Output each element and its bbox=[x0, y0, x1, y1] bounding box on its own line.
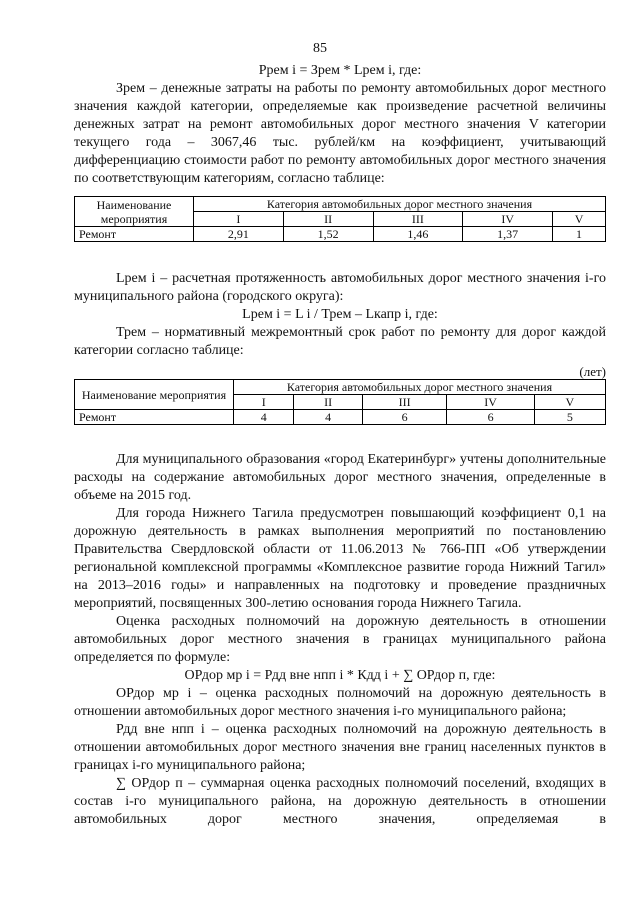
table2-category-1: I bbox=[234, 395, 294, 410]
page-number: 85 bbox=[313, 41, 327, 56]
page-content bbox=[74, 62, 606, 829]
paragraph-assessment: Оценка расходных полномочий на дорожную деятельность в отношении автомобильных дорог местного значения в границах муниципального района определяется по формуле: bbox=[74, 614, 606, 665]
table1-category-3: III bbox=[373, 212, 463, 227]
paragraph-lrem: Lрем i – расчетная протяженность автомобильных дорог местного значения i-го муниципального района (городского округа): bbox=[74, 271, 606, 304]
table2-value-3: 6 bbox=[362, 410, 447, 425]
table1-category-4: IV bbox=[463, 212, 553, 227]
paragraph-zrem: Зрем – денежные затраты на работы по ремонту автомобильных дорог местного значения каждой категории, определяемые как произведение расчетной величины денежных затрат на ремонт автомобильных дорог местного значения V категории текущего года – 3067,46 тыс. рублей/км на коэффициент, учитывающий дифференциацию стоимости работ по ремонту автомобильных дорог местного значения по соответствующим категориям, согласно таблице: bbox=[74, 81, 606, 186]
table1-value-2: 1,52 bbox=[283, 227, 373, 242]
table1-header-activity: Наименование мероприятия bbox=[75, 197, 194, 227]
formula-ordor: ОРдор мр i = Рдд вне нпп i * Кдд i + ∑ ОРдор п, где: bbox=[184, 668, 496, 683]
table2-header-category: Категория автомобильных дорог местного значения bbox=[234, 380, 606, 395]
paragraph-trem: Трем – нормативный межремонтный срок работ по ремонту для дорог каждой категории согласно таблице: bbox=[74, 325, 606, 358]
formula-lrem: Lрем i = L i / Трем – Lкапр i, где: bbox=[242, 307, 438, 322]
table2-category-4: IV bbox=[447, 395, 534, 410]
table1-value-5: 1 bbox=[553, 227, 606, 242]
paragraph-ordor-definition: ОРдор мр i – оценка расходных полномочий на дорожную деятельность в отношении автомобильных дорог местного значения i-го муниципального района; bbox=[74, 686, 606, 719]
paragraph-ekaterinburg: Для муниципального образования «город Екатеринбург» учтены дополнительные расходы на содержание автомобильных дорог местного значения, определенные в объеме на 2015 год. bbox=[74, 452, 606, 503]
table1-header-category: Категория автомобильных дорог местного значения bbox=[194, 197, 606, 212]
table-repair-coefficients bbox=[74, 196, 606, 242]
table1-row-label: Ремонт bbox=[75, 227, 194, 242]
table2-row-label: Ремонт bbox=[75, 410, 234, 425]
paragraph-sum-definition: ∑ ОРдор п – суммарная оценка расходных полномочий поселений, входящих в состав i-го муниципального района, на дорожную деятельность в отношении автомобильных дорог местного значения, определяемая в bbox=[74, 776, 606, 827]
paragraph-nizhny-tagil: Для города Нижнего Тагила предусмотрен повышающий коэффициент 0,1 на дорожную деятельность в рамках выполнения мероприятий по постановлению Правительства Свердловской области от 11.06.2013 № 766-ПП «Об утверждении региональной комплексной программы «Комплексное развитие города Нижний Тагил» на 2013–2016 годы» и направленных на подготовку и проведение праздничных мероприятий, посвященных 300-летию основания города Нижнего Тагила. bbox=[74, 506, 606, 611]
table2-value-4: 6 bbox=[447, 410, 534, 425]
table2-category-5: V bbox=[534, 395, 605, 410]
table2-category-3: III bbox=[362, 395, 447, 410]
table1-value-3: 1,46 bbox=[373, 227, 463, 242]
table2-value-1: 4 bbox=[234, 410, 294, 425]
table-repair-intervals bbox=[74, 379, 606, 425]
formula-rrem: Ррем i = Зрем * Lрем i, где: bbox=[258, 63, 422, 78]
paragraph-rdd-definition: Рдд вне нпп i – оценка расходных полномочий на дорожную деятельность в отношении автомобильных дорог местного значения вне границ населенных пунктов в границах i-го муниципального района; bbox=[74, 722, 606, 773]
table2-header-activity: Наименование мероприятия bbox=[75, 380, 234, 410]
table2-unit: (лет) bbox=[579, 364, 606, 379]
table1-category-5: V bbox=[553, 212, 606, 227]
table1-category-2: II bbox=[283, 212, 373, 227]
table1-category-1: I bbox=[194, 212, 284, 227]
table1-value-4: 1,37 bbox=[463, 227, 553, 242]
table2-category-2: II bbox=[294, 395, 362, 410]
table2-value-5: 5 bbox=[534, 410, 605, 425]
table2-value-2: 4 bbox=[294, 410, 362, 425]
table1-value-1: 2,91 bbox=[194, 227, 284, 242]
